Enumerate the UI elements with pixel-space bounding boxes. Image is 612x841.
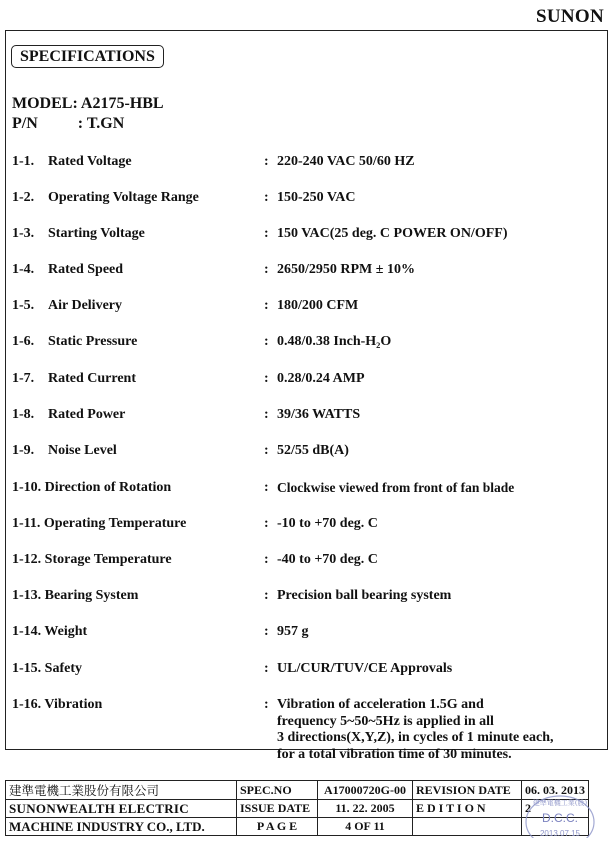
spec-separator: : — [264, 661, 269, 676]
issue-date-label: ISSUE DATE — [237, 800, 318, 818]
spec-row — [0, 334, 612, 352]
spec-number: 1-12. — [12, 552, 42, 567]
spec-number: 1-6. — [12, 334, 35, 349]
spec-row — [0, 262, 612, 280]
spec-number: 1-11. — [12, 516, 41, 531]
edition-value: 2 — [522, 800, 589, 818]
spec-row — [0, 371, 612, 389]
model-line: MODEL: A2175-HBL — [12, 95, 164, 112]
issue-date-value: 11. 22. 2005 — [318, 800, 413, 818]
spec-value: -10 to +70 deg. C — [277, 516, 378, 531]
pn-value: : T.GN — [77, 115, 125, 132]
spec-label: Starting Voltage — [48, 226, 145, 241]
company-name-english-line1: SUNONWEALTH ELECTRIC — [6, 800, 237, 818]
revision-date-value: 06. 03. 2013 — [522, 781, 589, 800]
revision-date-label: REVISION DATE — [413, 781, 522, 800]
spec-separator: : — [264, 371, 269, 386]
spec-separator: : — [264, 624, 269, 639]
empty-cell — [413, 818, 522, 836]
section-title: SPECIFICATIONS — [11, 45, 164, 68]
spec-value: -40 to +70 deg. C — [277, 552, 378, 567]
spec-label-text: Weight — [44, 624, 88, 639]
spec-number: 1-13. — [12, 588, 42, 603]
spec-label-text: Vibration — [44, 697, 103, 712]
spec-label — [12, 480, 171, 496]
spec-number: 1-5. — [12, 298, 35, 313]
spec-number: 1-7. — [12, 371, 35, 386]
spec-number: 1-14. — [12, 624, 42, 639]
spec-no-label: SPEC.NO — [237, 781, 318, 800]
spec-label — [12, 552, 172, 568]
spec-number: 1-1. — [12, 154, 35, 169]
spec-value: Precision ball bearing system — [277, 588, 452, 603]
spec-row — [0, 516, 612, 534]
vibration-line: Vibration of acceleration 1.5G and — [277, 697, 484, 712]
document-footer-table — [5, 780, 589, 836]
edition-label: E D I T I O N — [413, 800, 522, 818]
spec-value: 180/200 CFM — [277, 298, 359, 313]
spec-row — [0, 588, 612, 606]
spec-separator: : — [264, 154, 269, 169]
spec-label — [12, 516, 186, 532]
dcc-stamp — [522, 792, 598, 838]
spec-label-text: Storage Temperature — [44, 552, 172, 567]
spec-value: UL/CUR/TUV/CE Approvals — [277, 661, 453, 676]
spec-separator: : — [264, 443, 269, 458]
spec-value: 957 g — [277, 624, 309, 639]
page-label: P A G E — [237, 818, 318, 836]
vibration-description — [277, 697, 553, 763]
company-name-chinese: 建準電機工業股份有限公司 — [6, 781, 237, 800]
stamp-main-text: D.C.C. — [542, 811, 578, 825]
vibration-line: 3 directions(X,Y,Z), in cycles of 1 minute each, — [277, 730, 554, 745]
spec-value: 150 VAC(25 deg. C POWER ON/OFF) — [277, 226, 508, 241]
document-frame — [5, 30, 608, 750]
spec-no-value: A17000720G-00 — [318, 781, 413, 800]
spec-separator: : — [264, 480, 269, 495]
spec-row — [0, 298, 612, 316]
spec-separator: : — [264, 262, 269, 277]
spec-number: 1-3. — [12, 226, 35, 241]
spec-value: 220-240 VAC 50/60 HZ — [277, 154, 415, 169]
spec-row — [0, 190, 612, 208]
spec-separator: : — [264, 552, 269, 567]
spec-row — [0, 226, 612, 244]
stamp-top-text: 建準電機工業(股) — [532, 799, 588, 807]
spec-value: 0.48/0.38 Inch-H₂O — [277, 334, 392, 349]
spec-number: 1-10. — [12, 480, 42, 495]
spec-row — [0, 154, 612, 172]
spec-label: Static Pressure — [48, 334, 138, 349]
spec-value: 2650/2950 RPM ± 10% — [277, 262, 415, 277]
spec-number: 1-9. — [12, 443, 35, 458]
company-name-english-line2: MACHINE INDUSTRY CO., LTD. — [6, 818, 237, 836]
spec-value: 150-250 VAC — [277, 190, 356, 205]
spec-label-text: Safety — [44, 661, 82, 676]
spec-row — [0, 624, 612, 642]
spec-separator: : — [264, 516, 269, 531]
pn-label: P/N — [12, 115, 38, 132]
spec-row — [0, 480, 612, 498]
spec-row — [0, 661, 612, 679]
stamp-date-text: 2013.07.15 — [539, 829, 581, 838]
spec-value: 39/36 WATTS — [277, 407, 361, 422]
spec-label: Air Delivery — [48, 298, 122, 313]
spec-value: 52/55 dB(A) — [277, 443, 349, 458]
spec-separator: : — [264, 407, 269, 422]
spec-number: 1-16. — [12, 697, 42, 712]
spec-number: 1-4. — [12, 262, 35, 277]
spec-separator: : — [264, 588, 269, 603]
spec-label — [12, 588, 138, 604]
spec-value: Clockwise viewed from front of fan blade — [277, 480, 515, 495]
spec-label: Operating Voltage Range — [48, 190, 199, 205]
page-value: 4 OF 11 — [318, 818, 413, 836]
spec-value: 0.28/0.24 AMP — [277, 371, 365, 386]
spec-row — [0, 552, 612, 570]
brand-logo-text: SUNON — [535, 6, 604, 27]
spec-label: Rated Current — [48, 371, 137, 386]
vibration-line: for a total vibration time of 30 minutes. — [277, 746, 512, 762]
spec-row — [0, 443, 612, 461]
spec-label-text: Direction of Rotation — [44, 480, 172, 495]
spec-separator: : — [264, 190, 269, 205]
spec-separator: : — [264, 334, 269, 349]
vibration-line: frequency 5~50~5Hz is applied in all — [277, 713, 494, 729]
spec-label: Noise Level — [48, 443, 117, 458]
spec-label-text: Operating Temperature — [43, 516, 187, 531]
spec-separator: : — [264, 697, 269, 712]
spec-number: 1-8. — [12, 407, 35, 422]
spec-label: Rated Power — [48, 407, 126, 422]
spec-separator: : — [264, 226, 269, 241]
part-number-line — [12, 115, 124, 133]
spec-label — [12, 661, 82, 677]
spec-label — [12, 624, 87, 640]
spec-number: 1-2. — [12, 190, 35, 205]
spec-label-text: Bearing System — [44, 588, 139, 603]
spec-separator: : — [264, 298, 269, 313]
spec-label: Rated Speed — [48, 262, 124, 277]
spec-row — [0, 407, 612, 425]
spec-label: Rated Voltage — [48, 154, 132, 169]
spec-label — [12, 697, 102, 713]
spec-number: 1-15. — [12, 661, 42, 676]
